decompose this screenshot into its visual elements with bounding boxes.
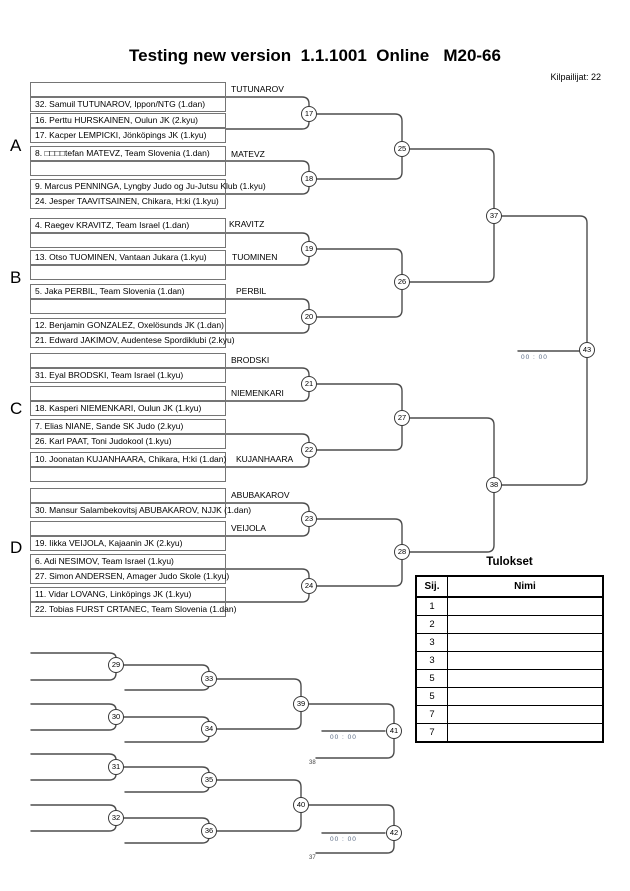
- player-box: [30, 386, 226, 401]
- player-box: 13. Otso TUOMINEN, Vantaan Jukara (1.kyu): [30, 250, 226, 265]
- player-box: 24. Jesper TAAVITSAINEN, Chikara, H:ki (1.kyu): [30, 194, 226, 209]
- loser-ref: 38: [309, 760, 316, 766]
- result-name: [448, 670, 604, 688]
- result-name: [448, 688, 604, 706]
- advance-label: NIEMENKARI: [231, 388, 284, 398]
- match-circle: 38: [486, 477, 502, 493]
- results-row: [416, 688, 603, 706]
- match-circle: 22: [301, 442, 317, 458]
- match-circle: 37: [486, 208, 502, 224]
- results-header-row: [416, 576, 603, 597]
- results-row: [416, 634, 603, 652]
- advance-label: KRAVITZ: [229, 219, 265, 229]
- group-label: C: [10, 399, 23, 418]
- result-name: [448, 616, 604, 634]
- match-circle: 43: [579, 342, 595, 358]
- advance-label: MATEVZ: [231, 149, 265, 159]
- result-name: [448, 634, 604, 652]
- match-circle: 19: [301, 241, 317, 257]
- result-pos: 7: [416, 724, 448, 743]
- result-pos: 1: [416, 597, 448, 616]
- player-box: [30, 161, 226, 176]
- match-circle: 33: [201, 671, 217, 687]
- score-text: 00 : 00: [330, 734, 357, 741]
- player-box: 11. Vidar LOVANG, Linköpings JK (1.kyu): [30, 587, 226, 602]
- advance-label: VEIJOLA: [231, 523, 266, 533]
- player-box: 9. Marcus PENNINGA, Lyngby Judo og Ju-Jutsu Klub (1.kyu): [30, 179, 226, 194]
- player-box: 7. Elias NIANE, Sande SK Judo (2.kyu): [30, 419, 226, 434]
- result-pos: 5: [416, 688, 448, 706]
- match-circle: 39: [293, 696, 309, 712]
- results-row: [416, 706, 603, 724]
- result-pos: 7: [416, 706, 448, 724]
- player-box: 8. □□□□tefan MATEVZ, Team Slovenia (1.dan): [30, 146, 226, 161]
- player-box: 19. Iikka VEIJOLA, Kajaanin JK (2.kyu): [30, 536, 226, 551]
- match-circle: 26: [394, 274, 410, 290]
- player-box: [30, 233, 226, 248]
- match-circle: 29: [108, 657, 124, 673]
- player-box: 30. Mansur Salambekovitsj ABUBAKAROV, NJJK (1.dan): [30, 503, 226, 518]
- advance-label: ABUBAKAROV: [231, 490, 290, 500]
- advance-label: KUJANHAARA: [236, 454, 294, 464]
- result-name: [448, 597, 604, 616]
- player-box: 26. Karl PAAT, Toni Judokool (1.kyu): [30, 434, 226, 449]
- loser-ref: 37: [309, 855, 316, 861]
- result-pos: 3: [416, 652, 448, 670]
- player-box: [30, 353, 226, 368]
- match-circle: 25: [394, 141, 410, 157]
- match-circle: 24: [301, 578, 317, 594]
- result-pos: 3: [416, 634, 448, 652]
- match-circle: 28: [394, 544, 410, 560]
- group-label: B: [10, 268, 22, 287]
- group-label: D: [10, 538, 23, 557]
- player-box: [30, 521, 226, 536]
- results-header-pos: Sij.: [416, 576, 448, 597]
- player-box: 27. Simon ANDERSEN, Amager Judo Skole (1.kyu): [30, 569, 226, 584]
- results-row: [416, 616, 603, 634]
- match-circle: 23: [301, 511, 317, 527]
- advance-label: PERBIL: [236, 286, 267, 296]
- match-circle: 17: [301, 106, 317, 122]
- player-box: 12. Benjamin GONZALEZ, Oxelösunds JK (1.dan): [30, 318, 226, 333]
- player-box: 4. Raegev KRAVITZ, Team Israel (1.dan): [30, 218, 226, 233]
- results-title: Tulokset: [486, 556, 533, 568]
- match-circle: 18: [301, 171, 317, 187]
- advance-label: TUOMINEN: [232, 252, 278, 262]
- result-pos: 2: [416, 616, 448, 634]
- competitors-count: Kilpailijat: 22: [550, 72, 601, 82]
- results-row: [416, 724, 603, 743]
- advance-label: BRODSKI: [231, 355, 270, 365]
- match-circle: 41: [386, 723, 402, 739]
- player-box: 32. Samuil TUTUNAROV, Ippon/NTG (1.dan): [30, 97, 226, 112]
- player-box: 16. Perttu HURSKAINEN, Oulun JK (2.kyu): [30, 113, 226, 128]
- match-circle: 35: [201, 772, 217, 788]
- player-box: [30, 82, 226, 97]
- results-table: [415, 575, 604, 743]
- match-circle: 34: [201, 721, 217, 737]
- score-text: 00 : 00: [330, 836, 357, 843]
- player-box: 18. Kasperi NIEMENKARI, Oulun JK (1.kyu): [30, 401, 226, 416]
- result-pos: 5: [416, 670, 448, 688]
- results-row: [416, 597, 603, 616]
- player-box: 5. Jaka PERBIL, Team Slovenia (1.dan): [30, 284, 226, 299]
- match-circle: 21: [301, 376, 317, 392]
- match-circle: 27: [394, 410, 410, 426]
- results-row: [416, 652, 603, 670]
- player-box: 21. Edward JAKIMOV, Audentese Spordiklubi (2.kyu): [30, 333, 226, 348]
- match-circle: 32: [108, 810, 124, 826]
- score-text: 00 : 00: [521, 354, 548, 361]
- match-circle: 40: [293, 797, 309, 813]
- group-label: A: [10, 136, 22, 155]
- player-box: 17. Kacper LEMPICKI, Jönköpings JK (1.kyu): [30, 128, 226, 143]
- results-header-name: Nimi: [448, 576, 604, 597]
- result-name: [448, 652, 604, 670]
- page-title: Testing new version 1.1.1001 Online M20-66: [129, 46, 501, 65]
- match-circle: 30: [108, 709, 124, 725]
- player-box: [30, 299, 226, 314]
- match-circle: 20: [301, 309, 317, 325]
- player-box: 10. Joonatan KUJANHAARA, Chikara, H:ki (1.dan): [30, 452, 226, 467]
- result-name: [448, 724, 604, 743]
- player-box: 6. Adi NESIMOV, Team Israel (1.kyu): [30, 554, 226, 569]
- match-circle: 36: [201, 823, 217, 839]
- results-row: [416, 670, 603, 688]
- player-box: [30, 265, 226, 280]
- result-name: [448, 706, 604, 724]
- player-box: [30, 488, 226, 503]
- player-box: 22. Tobias FURST CRTANEC, Team Slovenia (1.dan): [30, 602, 226, 617]
- match-circle: 42: [386, 825, 402, 841]
- player-box: [30, 467, 226, 482]
- player-box: 31. Eyal BRODSKI, Team Israel (1.kyu): [30, 368, 226, 383]
- match-circle: 31: [108, 759, 124, 775]
- advance-label: TUTUNAROV: [231, 84, 284, 94]
